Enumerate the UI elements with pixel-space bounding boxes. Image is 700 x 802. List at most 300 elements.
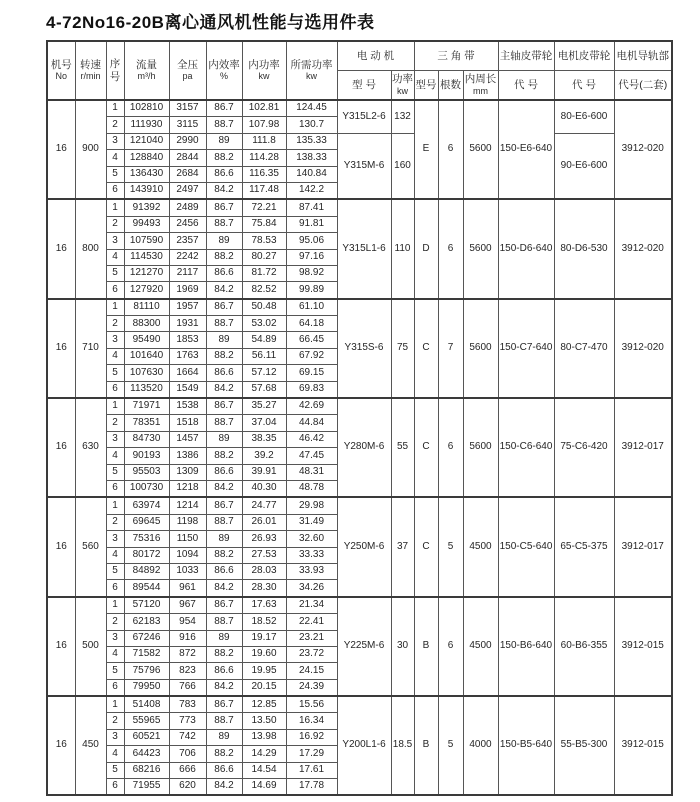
pressure-cell: 1218: [169, 480, 206, 497]
efficiency-cell: 84.2: [206, 580, 242, 597]
required-power-cell: 34.26: [286, 580, 337, 597]
flow-cell: 64423: [124, 746, 169, 762]
flow-cell: 84730: [124, 431, 169, 447]
seq-cell: 3: [106, 431, 124, 447]
table-header: [47, 41, 672, 100]
header-pressure: 全压 pa: [169, 41, 206, 100]
header-power: 内功率 kw: [242, 41, 286, 100]
pressure-cell: 1457: [169, 431, 206, 447]
header-belt-model: 型号: [414, 71, 438, 101]
flow-cell: 63974: [124, 497, 169, 514]
speed-cell: 710: [75, 299, 106, 398]
belt-length-cell: 5600: [463, 398, 498, 497]
flow-cell: 69645: [124, 514, 169, 530]
seq-cell: 2: [106, 614, 124, 630]
required-power-cell: 33.33: [286, 547, 337, 563]
power-cell: 114.28: [242, 150, 286, 166]
power-cell: 13.50: [242, 713, 286, 729]
fan-size-cell: 16: [47, 199, 75, 298]
required-power-cell: 15.56: [286, 696, 337, 713]
header-belt-length: 内周长 mm: [463, 71, 498, 101]
required-power-cell: 47.45: [286, 448, 337, 464]
pressure-cell: 1957: [169, 299, 206, 316]
pressure-cell: 823: [169, 663, 206, 679]
flow-cell: 111930: [124, 117, 169, 133]
power-cell: 81.72: [242, 265, 286, 281]
required-power-cell: 95.06: [286, 233, 337, 249]
pressure-cell: 1664: [169, 365, 206, 381]
flow-cell: 121270: [124, 265, 169, 281]
required-power-cell: 33.93: [286, 563, 337, 579]
seq-cell: 2: [106, 713, 124, 729]
pressure-cell: 742: [169, 729, 206, 745]
motor-pulley-cell: 75-C6-420: [554, 398, 614, 497]
required-power-cell: 17.29: [286, 746, 337, 762]
flow-cell: 107630: [124, 365, 169, 381]
motor-power-cell: 55: [391, 398, 414, 497]
table-row: [47, 133, 672, 149]
pressure-cell: 706: [169, 746, 206, 762]
efficiency-cell: 86.6: [206, 464, 242, 480]
required-power-cell: 48.31: [286, 464, 337, 480]
efficiency-cell: 88.2: [206, 150, 242, 166]
power-cell: 26.93: [242, 531, 286, 547]
efficiency-cell: 89: [206, 729, 242, 745]
efficiency-cell: 88.2: [206, 746, 242, 762]
shaft-pulley-cell: 150-D6-640: [498, 199, 554, 298]
shaft-pulley-cell: 150-E6-640: [498, 100, 554, 199]
header-shaft-pulley-group: 主轴皮带轮: [498, 41, 554, 71]
power-cell: 39.91: [242, 464, 286, 480]
power-cell: 54.89: [242, 332, 286, 348]
belt-model-cell: D: [414, 199, 438, 298]
efficiency-cell: 88.2: [206, 249, 242, 265]
belt-length-cell: 4000: [463, 696, 498, 795]
table-row: [47, 199, 672, 216]
power-cell: 27.53: [242, 547, 286, 563]
table-row: [47, 299, 672, 316]
power-cell: 102.81: [242, 100, 286, 117]
efficiency-cell: 86.7: [206, 497, 242, 514]
seq-cell: 2: [106, 316, 124, 332]
header-rail-group: 电机导轨部: [614, 41, 672, 71]
belt-count-cell: 6: [438, 597, 463, 696]
flow-cell: 80172: [124, 547, 169, 563]
header-motor-model: 型 号: [337, 71, 391, 101]
fan-size-cell: 16: [47, 100, 75, 199]
flow-cell: 127920: [124, 282, 169, 299]
motor-power-cell: 30: [391, 597, 414, 696]
table-row: [47, 696, 672, 713]
seq-cell: 6: [106, 282, 124, 299]
belt-model-cell: E: [414, 100, 438, 199]
header-efficiency: 内效率 %: [206, 41, 242, 100]
rail-code-cell: 3912-020: [614, 299, 672, 398]
efficiency-cell: 88.2: [206, 448, 242, 464]
seq-cell: 4: [106, 150, 124, 166]
seq-cell: 1: [106, 398, 124, 415]
flow-cell: 95503: [124, 464, 169, 480]
seq-cell: 6: [106, 480, 124, 497]
seq-cell: 1: [106, 299, 124, 316]
efficiency-cell: 84.2: [206, 679, 242, 696]
pressure-cell: 872: [169, 646, 206, 662]
flow-cell: 71955: [124, 779, 169, 796]
power-cell: 14.69: [242, 779, 286, 796]
required-power-cell: 44.84: [286, 415, 337, 431]
required-power-cell: 46.42: [286, 431, 337, 447]
seq-cell: 5: [106, 265, 124, 281]
pressure-cell: 961: [169, 580, 206, 597]
power-cell: 50.48: [242, 299, 286, 316]
speed-cell: 500: [75, 597, 106, 696]
pressure-cell: 783: [169, 696, 206, 713]
seq-cell: 5: [106, 464, 124, 480]
required-power-cell: 135.33: [286, 133, 337, 149]
header-flow: 流量 m³/h: [124, 41, 169, 100]
header-motor-pulley-code: 代 号: [554, 71, 614, 101]
efficiency-cell: 88.7: [206, 316, 242, 332]
pressure-cell: 3157: [169, 100, 206, 117]
pressure-cell: 1094: [169, 547, 206, 563]
table-body: [47, 100, 672, 795]
speed-cell: 800: [75, 199, 106, 298]
seq-cell: 4: [106, 646, 124, 662]
belt-model-cell: B: [414, 597, 438, 696]
pressure-cell: 2844: [169, 150, 206, 166]
seq-cell: 5: [106, 762, 124, 778]
efficiency-cell: 88.7: [206, 514, 242, 530]
flow-cell: 114530: [124, 249, 169, 265]
power-cell: 78.53: [242, 233, 286, 249]
page-title: 4-72No16-20B离心通风机性能与选用件表: [46, 13, 375, 32]
power-cell: 56.11: [242, 348, 286, 364]
flow-cell: 136430: [124, 166, 169, 182]
shaft-pulley-cell: 150-C7-640: [498, 299, 554, 398]
seq-cell: 5: [106, 663, 124, 679]
efficiency-cell: 88.2: [206, 348, 242, 364]
flow-cell: 143910: [124, 182, 169, 199]
pressure-cell: 1538: [169, 398, 206, 415]
seq-cell: 4: [106, 547, 124, 563]
belt-length-cell: 4500: [463, 497, 498, 596]
pressure-cell: 2357: [169, 233, 206, 249]
power-cell: 14.29: [242, 746, 286, 762]
efficiency-cell: 86.6: [206, 265, 242, 281]
power-cell: 18.52: [242, 614, 286, 630]
flow-cell: 75796: [124, 663, 169, 679]
pressure-cell: 1033: [169, 563, 206, 579]
belt-model-cell: C: [414, 398, 438, 497]
pressure-cell: 1763: [169, 348, 206, 364]
motor-model-cell: Y280M-6: [337, 398, 391, 497]
speed-cell: 560: [75, 497, 106, 596]
flow-cell: 128840: [124, 150, 169, 166]
seq-cell: 1: [106, 497, 124, 514]
seq-cell: 2: [106, 514, 124, 530]
pressure-cell: 620: [169, 779, 206, 796]
pressure-cell: 1214: [169, 497, 206, 514]
power-cell: 57.12: [242, 365, 286, 381]
flow-cell: 99493: [124, 216, 169, 232]
belt-count-cell: 6: [438, 199, 463, 298]
power-cell: 75.84: [242, 216, 286, 232]
motor-model-cell: Y250M-6: [337, 497, 391, 596]
efficiency-cell: 89: [206, 431, 242, 447]
flow-cell: 57120: [124, 597, 169, 614]
required-power-cell: 32.60: [286, 531, 337, 547]
motor-power-cell: 132: [391, 100, 414, 133]
flow-cell: 75316: [124, 531, 169, 547]
required-power-cell: 22.41: [286, 614, 337, 630]
required-power-cell: 140.84: [286, 166, 337, 182]
seq-cell: 3: [106, 630, 124, 646]
efficiency-cell: 88.7: [206, 614, 242, 630]
required-power-cell: 138.33: [286, 150, 337, 166]
seq-cell: 6: [106, 679, 124, 696]
flow-cell: 81110: [124, 299, 169, 316]
required-power-cell: 21.34: [286, 597, 337, 614]
power-cell: 116.35: [242, 166, 286, 182]
required-power-cell: 124.45: [286, 100, 337, 117]
flow-cell: 107590: [124, 233, 169, 249]
required-power-cell: 29.98: [286, 497, 337, 514]
efficiency-cell: 84.2: [206, 282, 242, 299]
belt-model-cell: C: [414, 497, 438, 596]
belt-count-cell: 5: [438, 497, 463, 596]
shaft-pulley-cell: 150-C6-640: [498, 398, 554, 497]
seq-cell: 4: [106, 448, 124, 464]
efficiency-cell: 86.7: [206, 597, 242, 614]
belt-count-cell: 7: [438, 299, 463, 398]
motor-power-cell: 18.5: [391, 696, 414, 795]
efficiency-cell: 89: [206, 133, 242, 149]
efficiency-cell: 84.2: [206, 182, 242, 199]
power-cell: 53.02: [242, 316, 286, 332]
table-row: [47, 497, 672, 514]
required-power-cell: 16.92: [286, 729, 337, 745]
flow-cell: 51408: [124, 696, 169, 713]
required-power-cell: 31.49: [286, 514, 337, 530]
motor-power-cell: 37: [391, 497, 414, 596]
table-row: [47, 398, 672, 415]
required-power-cell: 98.92: [286, 265, 337, 281]
belt-model-cell: C: [414, 299, 438, 398]
motor-model-cell: Y315S-6: [337, 299, 391, 398]
seq-cell: 4: [106, 746, 124, 762]
required-power-cell: 91.81: [286, 216, 337, 232]
power-cell: 80.27: [242, 249, 286, 265]
power-cell: 24.77: [242, 497, 286, 514]
flow-cell: 100730: [124, 480, 169, 497]
seq-cell: 2: [106, 117, 124, 133]
power-cell: 17.63: [242, 597, 286, 614]
flow-cell: 84892: [124, 563, 169, 579]
flow-cell: 67246: [124, 630, 169, 646]
power-cell: 19.60: [242, 646, 286, 662]
efficiency-cell: 86.6: [206, 663, 242, 679]
flow-cell: 71971: [124, 398, 169, 415]
power-cell: 35.27: [242, 398, 286, 415]
efficiency-cell: 86.7: [206, 299, 242, 316]
required-power-cell: 24.39: [286, 679, 337, 696]
seq-cell: 6: [106, 381, 124, 398]
seq-cell: 4: [106, 348, 124, 364]
required-power-cell: 69.83: [286, 381, 337, 398]
flow-cell: 95490: [124, 332, 169, 348]
rail-code-cell: 3912-017: [614, 398, 672, 497]
pressure-cell: 1969: [169, 282, 206, 299]
pressure-cell: 1309: [169, 464, 206, 480]
efficiency-cell: 89: [206, 332, 242, 348]
header-shaft-pulley-code: 代 号: [498, 71, 554, 101]
fan-size-cell: 16: [47, 497, 75, 596]
header-belt-group: 三 角 带: [414, 41, 498, 71]
speed-cell: 630: [75, 398, 106, 497]
flow-cell: 55965: [124, 713, 169, 729]
flow-cell: 90193: [124, 448, 169, 464]
seq-cell: 3: [106, 332, 124, 348]
required-power-cell: 67.92: [286, 348, 337, 364]
required-power-cell: 61.10: [286, 299, 337, 316]
pressure-cell: 1198: [169, 514, 206, 530]
efficiency-cell: 89: [206, 630, 242, 646]
power-cell: 26.01: [242, 514, 286, 530]
seq-cell: 3: [106, 729, 124, 745]
required-power-cell: 69.15: [286, 365, 337, 381]
table-row: [47, 597, 672, 614]
flow-cell: 102810: [124, 100, 169, 117]
seq-cell: 6: [106, 580, 124, 597]
flow-cell: 101640: [124, 348, 169, 364]
power-cell: 107.98: [242, 117, 286, 133]
motor-model-cell: Y315M-6: [337, 133, 391, 199]
power-cell: 19.95: [242, 663, 286, 679]
pressure-cell: 3115: [169, 117, 206, 133]
pressure-cell: 1386: [169, 448, 206, 464]
pressure-cell: 1518: [169, 415, 206, 431]
required-power-cell: 24.15: [286, 663, 337, 679]
seq-cell: 2: [106, 415, 124, 431]
seq-cell: 4: [106, 249, 124, 265]
efficiency-cell: 84.2: [206, 779, 242, 796]
rail-code-cell: 3912-017: [614, 497, 672, 596]
motor-pulley-cell: 55-B5-300: [554, 696, 614, 795]
efficiency-cell: 86.6: [206, 762, 242, 778]
required-power-cell: 130.7: [286, 117, 337, 133]
pressure-cell: 1931: [169, 316, 206, 332]
power-cell: 38.35: [242, 431, 286, 447]
pressure-cell: 2242: [169, 249, 206, 265]
efficiency-cell: 88.7: [206, 713, 242, 729]
required-power-cell: 23.72: [286, 646, 337, 662]
fan-size-cell: 16: [47, 597, 75, 696]
power-cell: 28.03: [242, 563, 286, 579]
speed-cell: 900: [75, 100, 106, 199]
seq-cell: 1: [106, 100, 124, 117]
power-cell: 111.8: [242, 133, 286, 149]
power-cell: 12.85: [242, 696, 286, 713]
flow-cell: 91392: [124, 199, 169, 216]
efficiency-cell: 86.6: [206, 365, 242, 381]
required-power-cell: 66.45: [286, 332, 337, 348]
required-power-cell: 23.21: [286, 630, 337, 646]
efficiency-cell: 88.2: [206, 547, 242, 563]
header-belt-count: 根数: [438, 71, 463, 101]
efficiency-cell: 89: [206, 531, 242, 547]
pressure-cell: 666: [169, 762, 206, 778]
motor-power-cell: 75: [391, 299, 414, 398]
seq-cell: 6: [106, 779, 124, 796]
seq-cell: 2: [106, 216, 124, 232]
power-cell: 37.04: [242, 415, 286, 431]
motor-pulley-cell: 80-C7-470: [554, 299, 614, 398]
fan-size-cell: 16: [47, 299, 75, 398]
efficiency-cell: 88.7: [206, 415, 242, 431]
efficiency-cell: 88.2: [206, 646, 242, 662]
power-cell: 19.17: [242, 630, 286, 646]
seq-cell: 3: [106, 233, 124, 249]
flow-cell: 60521: [124, 729, 169, 745]
belt-count-cell: 5: [438, 696, 463, 795]
flow-cell: 68216: [124, 762, 169, 778]
seq-cell: 3: [106, 531, 124, 547]
required-power-cell: 17.61: [286, 762, 337, 778]
required-power-cell: 87.41: [286, 199, 337, 216]
header-motor-power: 功率 kw: [391, 71, 414, 101]
flow-cell: 71582: [124, 646, 169, 662]
flow-cell: 89544: [124, 580, 169, 597]
shaft-pulley-cell: 150-B5-640: [498, 696, 554, 795]
power-cell: 13.98: [242, 729, 286, 745]
motor-power-cell: 110: [391, 199, 414, 298]
rail-code-cell: 3912-020: [614, 100, 672, 199]
pressure-cell: 2489: [169, 199, 206, 216]
seq-cell: 5: [106, 166, 124, 182]
pressure-cell: 2990: [169, 133, 206, 149]
fan-size-cell: 16: [47, 696, 75, 795]
belt-length-cell: 5600: [463, 299, 498, 398]
required-power-cell: 97.16: [286, 249, 337, 265]
seq-cell: 1: [106, 696, 124, 713]
efficiency-cell: 86.6: [206, 563, 242, 579]
header-speed: 转速 r/min: [75, 41, 106, 100]
header-motor-pulley-group: 电机皮带轮: [554, 41, 614, 71]
power-cell: 57.68: [242, 381, 286, 398]
pressure-cell: 1853: [169, 332, 206, 348]
pressure-cell: 1549: [169, 381, 206, 398]
flow-cell: 79950: [124, 679, 169, 696]
flow-cell: 113520: [124, 381, 169, 398]
motor-model-cell: Y315L1-6: [337, 199, 391, 298]
power-cell: 117.48: [242, 182, 286, 199]
power-cell: 20.15: [242, 679, 286, 696]
fan-size-cell: 16: [47, 398, 75, 497]
power-cell: 82.52: [242, 282, 286, 299]
motor-model-cell: Y225M-6: [337, 597, 391, 696]
rail-code-cell: 3912-020: [614, 199, 672, 298]
seq-cell: 5: [106, 563, 124, 579]
rail-code-cell: 3912-015: [614, 597, 672, 696]
motor-pulley-cell: 60-B6-355: [554, 597, 614, 696]
required-power-cell: 142.2: [286, 182, 337, 199]
efficiency-cell: 86.7: [206, 199, 242, 216]
belt-count-cell: 6: [438, 100, 463, 199]
required-power-cell: 42.69: [286, 398, 337, 415]
flow-cell: 88300: [124, 316, 169, 332]
efficiency-cell: 88.7: [206, 117, 242, 133]
required-power-cell: 16.34: [286, 713, 337, 729]
